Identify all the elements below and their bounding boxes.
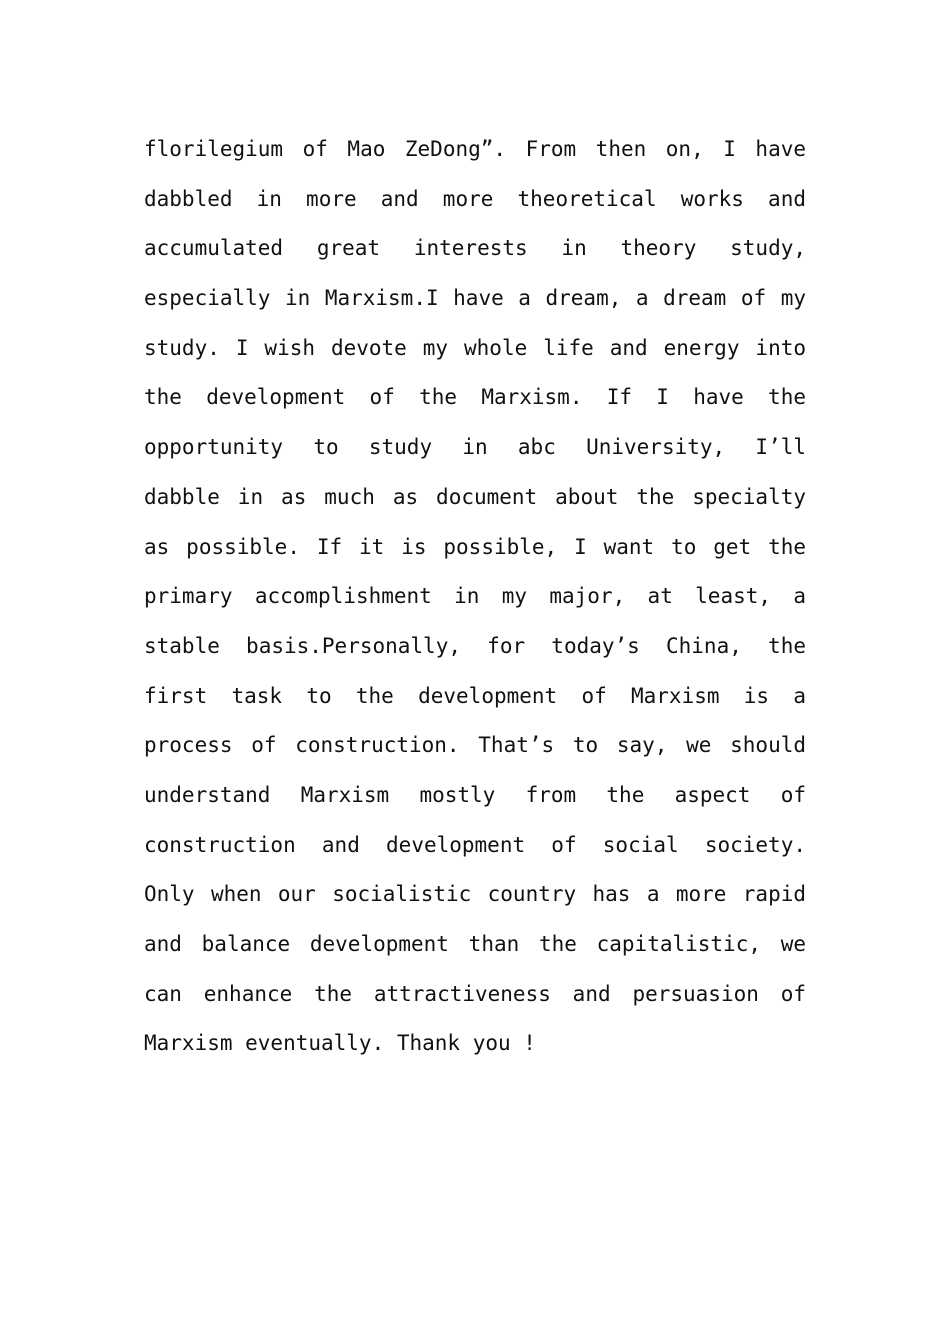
body-paragraph [144,125,806,1069]
text-line: as possible. If it is possible, I want to get the [144,534,806,559]
text-line: understand Marxism mostly from the aspect of [144,782,806,807]
text-line: opportunity to study in abc University, I’ll [144,435,806,460]
text-line: primary accomplishment in my major, at least, a [144,584,806,609]
text-line: process of construction. That’s to say, we should [144,733,806,758]
text-line: stable basis.Personally, for today’s China, the [144,633,806,658]
text-line: florilegium of Mao ZeDong”. From then on, I have [144,137,806,161]
text-line: can enhance the attractiveness and persuasion of [144,981,806,1006]
text-line: Only when our socialistic country has a more rapid [144,882,806,907]
text-line: construction and development of social society. [144,832,806,857]
text-line: the development of the Marxism. If I have the [144,385,806,410]
text-line: first task to the development of Marxism is a [144,683,806,708]
text-line: and balance development than the capitalistic, we [144,932,806,956]
text-line: accumulated great interests in theory study, [144,236,806,261]
text-line: dabble in as much as document about the specialty [144,484,806,509]
text-line: dabbled in more and more theoretical works and [144,186,806,211]
text-line: especially in Marxism.I have a dream, a dream of my [144,286,806,311]
text-line-last: Marxism eventually. Thank you ! [144,1031,536,1056]
text-line: study. I wish devote my whole life and energy into [144,335,806,360]
